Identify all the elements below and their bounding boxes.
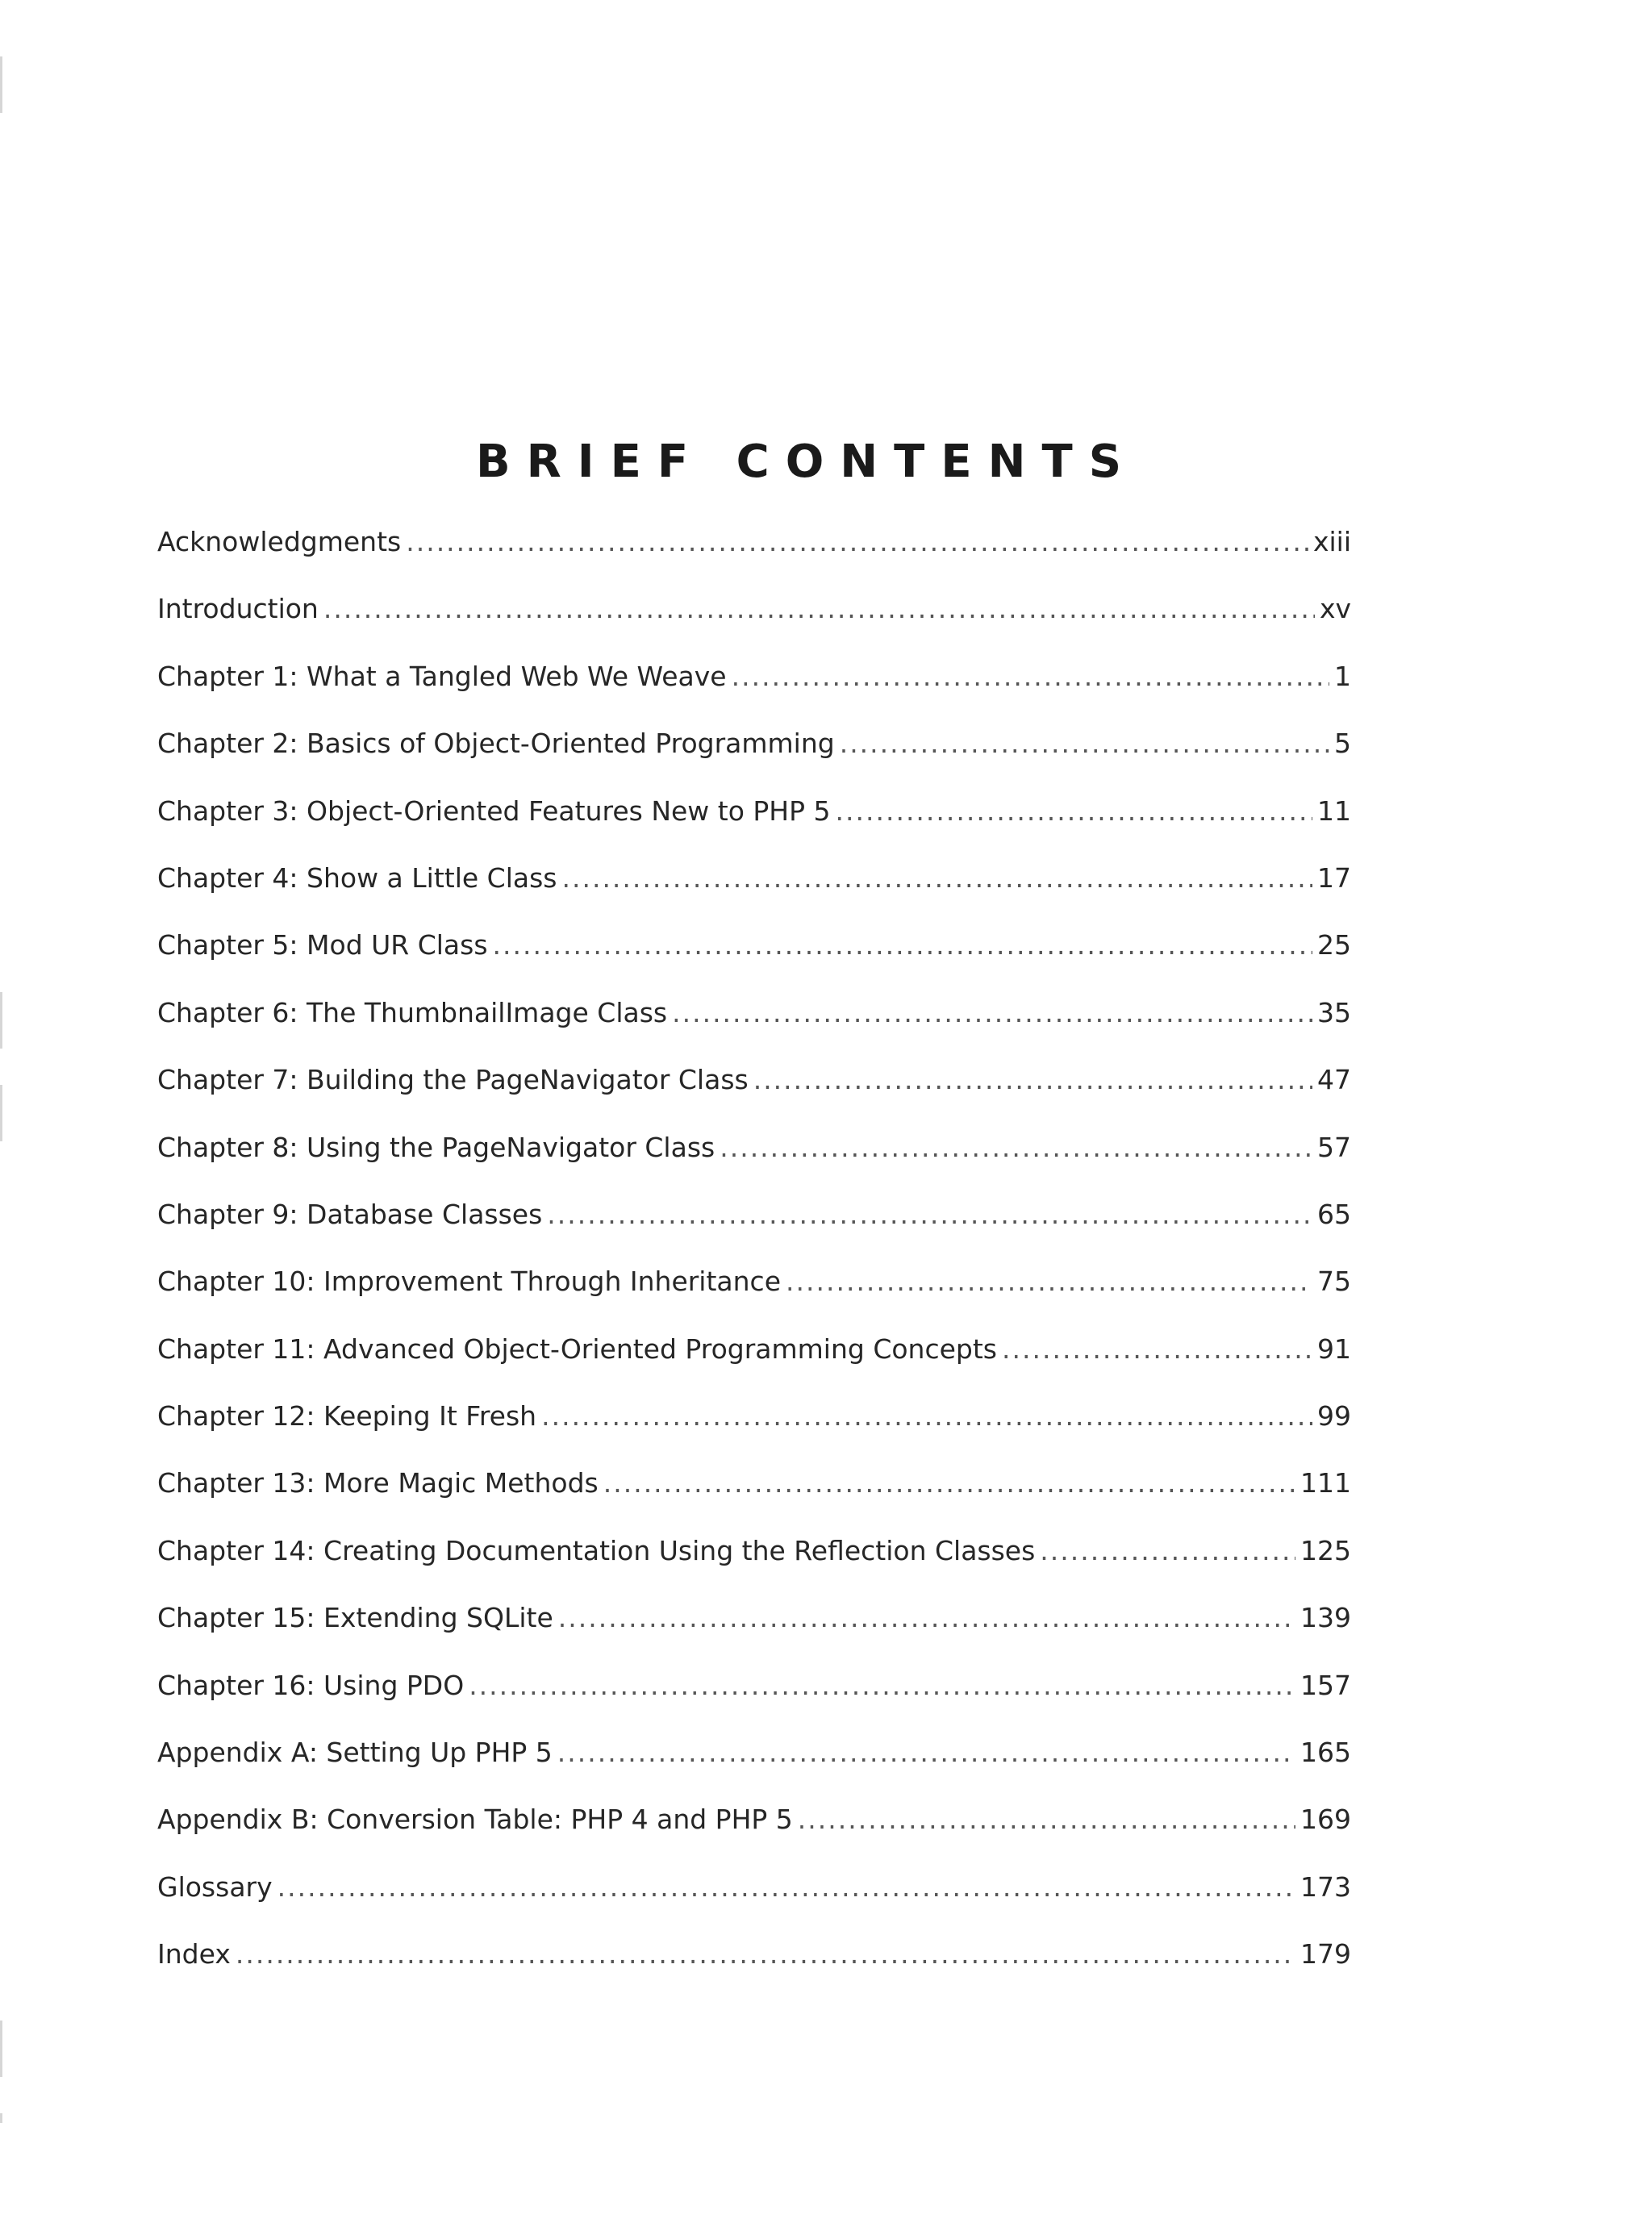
- toc-entry-page-number: xiii: [1312, 526, 1351, 557]
- toc-entry-label: Chapter 10: Improvement Through Inheritance: [157, 1266, 782, 1298]
- dot-leader: [786, 1256, 1312, 1307]
- dot-leader: [406, 516, 1308, 568]
- margin-mark: [0, 2021, 2, 2077]
- toc-entry-label: Chapter 16: Using PDO: [157, 1669, 465, 1701]
- dot-leader: [558, 1592, 1295, 1644]
- toc-entry-label: Chapter 5: Mod UR Class: [157, 929, 488, 961]
- table-of-contents: [157, 516, 1351, 1996]
- toc-entry-page-number: 25: [1317, 929, 1351, 961]
- toc-entry: [157, 1054, 1351, 1121]
- toc-entry-page-number: 169: [1300, 1804, 1351, 1836]
- toc-entry-page-number: 47: [1317, 1064, 1351, 1096]
- margin-mark: [0, 992, 2, 1049]
- toc-entry: [157, 1592, 1351, 1659]
- toc-entry: [157, 583, 1351, 650]
- toc-entry: [157, 651, 1351, 718]
- toc-entry-label: Chapter 11: Advanced Object-Oriented Programming Concepts: [157, 1332, 997, 1365]
- dot-leader: [732, 651, 1329, 703]
- toc-entry-label: Chapter 8: Using the PageNavigator Class: [157, 1131, 715, 1163]
- toc-entry-page-number: 99: [1317, 1400, 1351, 1433]
- toc-entry: [157, 1458, 1351, 1524]
- dot-leader: [753, 1054, 1312, 1106]
- toc-entry-page-number: 75: [1317, 1266, 1351, 1298]
- toc-entry-label: Chapter 1: What a Tangled Web We Weave: [157, 660, 727, 692]
- toc-entry: [157, 1256, 1351, 1323]
- toc-entry-page-number: xv: [1319, 593, 1351, 625]
- dot-leader: [469, 1660, 1295, 1712]
- toc-entry-label: Chapter 12: Keeping It Fresh: [157, 1400, 537, 1433]
- dot-leader: [541, 1391, 1312, 1442]
- toc-entry-label: Chapter 7: Building the PageNavigator Class: [157, 1064, 749, 1096]
- toc-entry: [157, 1794, 1351, 1861]
- toc-entry-page-number: 5: [1334, 728, 1351, 760]
- toc-entry-label: Chapter 4: Show a Little Class: [157, 861, 557, 894]
- dot-leader: [557, 1727, 1295, 1779]
- toc-entry-page-number: 65: [1317, 1198, 1351, 1230]
- dot-leader: [493, 920, 1312, 971]
- dot-leader: [840, 718, 1329, 769]
- toc-entry-label: Chapter 15: Extending SQLite: [157, 1602, 553, 1634]
- toc-entry: [157, 1660, 1351, 1727]
- toc-entry-page-number: 35: [1317, 996, 1351, 1028]
- toc-entry: [157, 516, 1351, 583]
- toc-entry: [157, 1324, 1351, 1391]
- toc-entry-page-number: 1: [1334, 660, 1351, 692]
- toc-entry: [157, 920, 1351, 986]
- toc-entry-page-number: 125: [1300, 1534, 1351, 1566]
- toc-entry-label: Chapter 9: Database Classes: [157, 1198, 543, 1230]
- dot-leader: [1002, 1324, 1312, 1375]
- toc-entry: [157, 786, 1351, 853]
- toc-entry: [157, 1189, 1351, 1256]
- toc-entry-page-number: 17: [1317, 861, 1351, 894]
- toc-entry: [157, 1929, 1351, 1996]
- dot-leader: [547, 1189, 1312, 1241]
- toc-entry: [157, 1727, 1351, 1794]
- dot-leader: [561, 853, 1312, 904]
- toc-entry-page-number: 11: [1317, 794, 1351, 827]
- dot-leader: [798, 1794, 1295, 1845]
- dot-leader: [672, 987, 1312, 1039]
- toc-entry: [157, 1862, 1351, 1929]
- dot-leader: [1040, 1525, 1295, 1577]
- toc-entry-label: Chapter 3: Object-Oriented Features New to PHP 5: [157, 794, 831, 827]
- margin-mark: [0, 2113, 2, 2123]
- toc-entry-label: Chapter 2: Basics of Object-Oriented Programming: [157, 728, 835, 760]
- toc-entry: [157, 987, 1351, 1054]
- dot-leader: [836, 786, 1312, 837]
- toc-entry-label: Chapter 6: The ThumbnailImage Class: [157, 996, 668, 1028]
- toc-entry-label: Introduction: [157, 593, 319, 625]
- toc-entry-page-number: 111: [1300, 1467, 1351, 1499]
- toc-entry-label: Acknowledgments: [157, 526, 402, 557]
- toc-entry-label: Glossary: [157, 1870, 273, 1903]
- toc-entry-label: Appendix A: Setting Up PHP 5: [157, 1737, 553, 1769]
- toc-entry-page-number: 139: [1300, 1602, 1351, 1634]
- toc-entry: [157, 1391, 1351, 1458]
- toc-entry-page-number: 57: [1317, 1131, 1351, 1163]
- toc-entry: [157, 1525, 1351, 1592]
- toc-entry: [157, 1122, 1351, 1189]
- page-title: BRIEF CONTENTS: [475, 435, 1138, 488]
- toc-entry-label: Index: [157, 1938, 231, 1971]
- margin-mark: [0, 1085, 2, 1141]
- toc-entry-label: Appendix B: Conversion Table: PHP 4 and PHP 5: [157, 1804, 793, 1836]
- toc-entry-page-number: 173: [1300, 1870, 1351, 1903]
- toc-entry-label: Chapter 14: Creating Documentation Using the Reflection Classes: [157, 1534, 1036, 1566]
- toc-entry-page-number: 91: [1317, 1332, 1351, 1365]
- toc-entry-page-number: 157: [1300, 1669, 1351, 1701]
- toc-entry: [157, 853, 1351, 920]
- toc-entry-page-number: 179: [1300, 1938, 1351, 1971]
- toc-entry-label: Chapter 13: More Magic Methods: [157, 1467, 599, 1499]
- dot-leader: [236, 1929, 1295, 1980]
- dot-leader: [277, 1862, 1295, 1913]
- toc-entry-page-number: 165: [1300, 1737, 1351, 1769]
- dot-leader: [323, 583, 1315, 635]
- dot-leader: [603, 1458, 1295, 1509]
- toc-entry: [157, 718, 1351, 785]
- margin-mark: [0, 56, 2, 113]
- dot-leader: [720, 1122, 1312, 1174]
